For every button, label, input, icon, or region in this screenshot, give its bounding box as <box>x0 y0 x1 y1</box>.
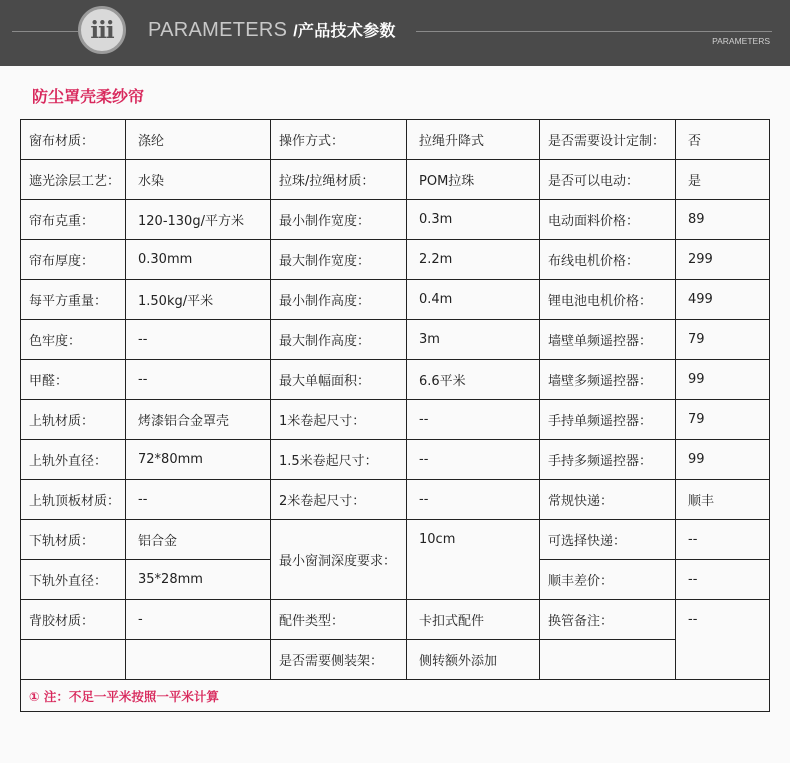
spec-value: 2.2m <box>407 240 540 280</box>
spec-value: 顺丰 <box>676 480 770 520</box>
spec-value: -- <box>676 600 770 680</box>
spec-value: 否 <box>676 120 770 160</box>
spec-label: 操作方式： <box>271 120 407 160</box>
spec-value: -- <box>126 360 271 400</box>
spec-label: 可选择快递： <box>540 520 676 560</box>
table-row <box>21 320 770 360</box>
section-subtitle: PARAMETERS <box>712 36 770 46</box>
spec-value: 99 <box>676 360 770 400</box>
spec-value: 79 <box>676 400 770 440</box>
spec-label: 是否需要侧装架： <box>271 640 407 680</box>
spec-value: 6.6平米 <box>407 360 540 400</box>
spec-label: 配件类型： <box>271 600 407 640</box>
spec-label: 手持多频遥控器： <box>540 440 676 480</box>
table-row <box>21 640 770 680</box>
table-row <box>21 600 770 640</box>
spec-label: 每平方重量： <box>21 280 126 320</box>
empty-cell <box>126 640 271 680</box>
spec-label: 顺丰差价： <box>540 560 676 600</box>
spec-label: 背胶材质： <box>21 600 126 640</box>
header-divider-right <box>416 31 772 32</box>
spec-label: 2米卷起尺寸： <box>271 480 407 520</box>
spec-label: 最小制作高度： <box>271 280 407 320</box>
spec-label: 换管备注： <box>540 600 676 640</box>
table-row <box>21 520 770 560</box>
spec-label: 上轨外直径： <box>21 440 126 480</box>
spec-value: 299 <box>676 240 770 280</box>
spec-value: - <box>126 600 271 640</box>
spec-label: 色牢度： <box>21 320 126 360</box>
spec-value: -- <box>676 520 770 560</box>
header-divider-left <box>12 31 78 32</box>
spec-label: 帘布厚度： <box>21 240 126 280</box>
spec-label: 1米卷起尺寸： <box>271 400 407 440</box>
section-number-text: iii <box>90 16 114 44</box>
table-row <box>21 120 770 160</box>
spec-label: 电动面料价格： <box>540 200 676 240</box>
spec-label: 最大制作高度： <box>271 320 407 360</box>
spec-value: 0.4m <box>407 280 540 320</box>
empty-cell <box>540 640 676 680</box>
spec-label: 是否可以电动： <box>540 160 676 200</box>
spec-table-body <box>21 120 770 712</box>
spec-value: POM拉珠 <box>407 160 540 200</box>
spec-value: 72*80mm <box>126 440 271 480</box>
spec-label: 常规快递： <box>540 480 676 520</box>
spec-label: 下轨材质： <box>21 520 126 560</box>
spec-label: 最小制作宽度： <box>271 200 407 240</box>
spec-value: -- <box>126 480 271 520</box>
spec-value: -- <box>126 320 271 360</box>
note-text: ① 注：不足一平米按照一平米计算 <box>21 680 770 712</box>
table-row <box>21 440 770 480</box>
spec-label: 墙壁单频遥控器： <box>540 320 676 360</box>
spec-value: 0.3m <box>407 200 540 240</box>
spec-label: 最大制作宽度： <box>271 240 407 280</box>
spec-value: 99 <box>676 440 770 480</box>
spec-value: 卡扣式配件 <box>407 600 540 640</box>
spec-table <box>20 119 770 712</box>
table-row <box>21 160 770 200</box>
spec-value: 涤纶 <box>126 120 271 160</box>
spec-value: -- <box>407 440 540 480</box>
spec-label: 拉珠/拉绳材质： <box>271 160 407 200</box>
spec-label: 墙壁多频遥控器： <box>540 360 676 400</box>
spec-value: 89 <box>676 200 770 240</box>
spec-label: 1.5米卷起尺寸： <box>271 440 407 480</box>
spec-value: 3m <box>407 320 540 360</box>
empty-cell <box>21 640 126 680</box>
spec-value: 侧转额外添加 <box>407 640 540 680</box>
spec-label: 锂电池电机价格： <box>540 280 676 320</box>
spec-label: 最大单幅面积： <box>271 360 407 400</box>
header-banner <box>0 0 790 66</box>
section-number-badge <box>78 6 126 54</box>
spec-value: 10cm <box>407 520 540 600</box>
section-title-cn: /产品技术参数 <box>293 23 396 40</box>
spec-value: 水染 <box>126 160 271 200</box>
spec-label: 下轨外直径： <box>21 560 126 600</box>
spec-label: 窗布材质： <box>21 120 126 160</box>
table-row <box>21 240 770 280</box>
spec-label: 上轨顶板材质： <box>21 480 126 520</box>
spec-label: 布线电机价格： <box>540 240 676 280</box>
section-title-en: PARAMETERS <box>148 19 294 41</box>
spec-label: 最小窗洞深度要求： <box>271 520 407 600</box>
spec-label: 上轨材质： <box>21 400 126 440</box>
spec-value: 499 <box>676 280 770 320</box>
spec-value: 1.50kg/平米 <box>126 280 271 320</box>
spec-value: 0.30mm <box>126 240 271 280</box>
note-row <box>21 680 770 712</box>
spec-value: 是 <box>676 160 770 200</box>
table-row <box>21 200 770 240</box>
spec-value: 35*28mm <box>126 560 271 600</box>
table-row <box>21 480 770 520</box>
spec-value: -- <box>676 560 770 600</box>
product-title: 防尘罩壳柔纱帘 <box>32 87 145 106</box>
spec-value: 烤漆铝合金罩壳 <box>126 400 271 440</box>
spec-value: 79 <box>676 320 770 360</box>
spec-value: 120-130g/平方米 <box>126 200 271 240</box>
spec-label: 甲醛： <box>21 360 126 400</box>
spec-label: 是否需要设计定制： <box>540 120 676 160</box>
spec-value: -- <box>407 400 540 440</box>
section-title <box>148 18 396 42</box>
table-row <box>21 280 770 320</box>
table-row <box>21 400 770 440</box>
spec-value: 铝合金 <box>126 520 271 560</box>
spec-value: -- <box>407 480 540 520</box>
table-row <box>21 360 770 400</box>
spec-label: 手持单频遥控器： <box>540 400 676 440</box>
spec-label: 遮光涂层工艺： <box>21 160 126 200</box>
spec-value: 拉绳升降式 <box>407 120 540 160</box>
spec-label: 帘布克重： <box>21 200 126 240</box>
